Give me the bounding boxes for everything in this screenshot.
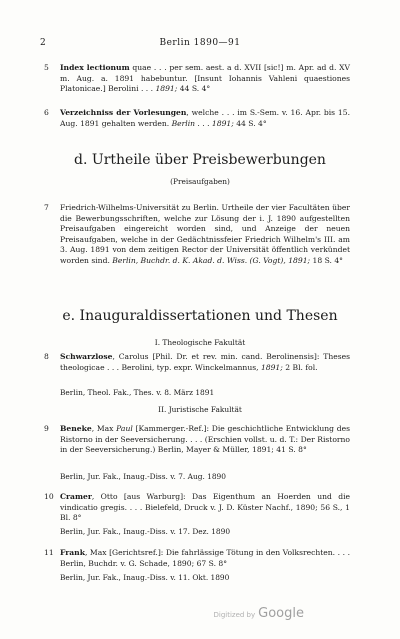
entry-7 [44, 203, 350, 266]
entry-text: Friedrich-Wilhelms-Universität zu Berlin. Urtheile der vier Facultäten über die Bewerbungsschriften, welche zur Lösung der i. J. 1890 aufgestellten Preisaufgaben eingereicht worden sind, und Anzeige der neuen Preisaufgaben, welche in der Gedächtnissfeier Friedrich Wilhelm's III. am 3. Aug. 1891 von dem zeitigen Rector der Universität öffentlich verkündet worden sind. Berlin, Buchdr. d. K. Akad. d. Wiss. (G. Vogt), 1891; 18 S. 4° [60, 203, 350, 265]
running-title: Berlin 1890—91 [159, 38, 241, 48]
google-logo: Google [258, 606, 304, 621]
running-header [40, 38, 360, 50]
entry-text: Frank, Max [Gerichtsref.]: Die fahrlässige Tötung in den Volksrechten. . . . Berlin, Buchdr. v. G. Schade, 1890; 67 S. 8° [60, 548, 350, 568]
entry-10-source: Berlin, Jur. Fak., Inaug.-Diss. v. 17. Dez. 1890 [60, 527, 231, 536]
entry-text: Index lectionum quae . . . per sem. aest. a d. XVII [sic!] m. Apr. ad d. XV m. Aug. a. 1891 habebuntur. [Insunt Iohannis Vahleni quaestiones Platonicae.] Berolini . . . 1891; 44 S. 4° [60, 63, 350, 93]
entry-10 [44, 492, 350, 524]
page-number: 2 [40, 38, 46, 48]
section-e-title: e. Inauguraldissertationen und Thesen [62, 308, 338, 324]
entry-8-source: Berlin, Theol. Fak., Thes. v. 8. März 1891 [60, 388, 215, 397]
section-d-subtitle: (Preisaufgaben) [170, 177, 230, 186]
section-d-title: d. Urtheile über Preisbewerbungen [74, 152, 326, 168]
faculty-heading-theology: I. Theologische Fakultät [154, 338, 246, 347]
entry-11-source: Berlin, Jur. Fak., Inaug.-Diss. v. 11. Okt. 1890 [60, 573, 230, 582]
entry-number: 11 [44, 548, 54, 557]
entry-5 [44, 63, 350, 95]
google-watermark: Digitized by Google [213, 606, 304, 621]
entry-text: Verzeichniss der Vorlesungen, welche . . . im S.-Sem. v. 16. Apr. bis 15. Aug. 1891 gehalten werden. Berlin . . . 1891; 44 S. 4° [60, 108, 350, 128]
entry-number: 7 [44, 203, 49, 212]
entry-11 [44, 548, 350, 569]
entry-text: Beneke, Max Paul [Kammerger.-Ref.]: Die geschichtliche Entwicklung des Ristorno in der Seeversicherung. . . . (Erschien vollst. u. d. T.: Der Ristorno in der Seeversicherung.) Berlin, Mayer & Müller, 1891; 41 S. 8° [60, 424, 351, 454]
entry-number: 9 [44, 424, 49, 433]
entry-number: 10 [44, 492, 54, 501]
entry-number: 8 [44, 352, 49, 361]
faculty-heading-law: II. Juristische Fakultät [158, 405, 242, 414]
entry-text: Schwarzlose, Carolus [Phil. Dr. et rev. min. cand. Berolinensis]: Theses theologicae . . . Berolini, typ. expr. Winckelmannus, 1891; 2 Bl. fol. [60, 352, 350, 372]
entry-8 [44, 352, 350, 373]
entry-9-source: Berlin, Jur. Fak., Inaug.-Diss. v. 7. Aug. 1890 [60, 472, 226, 481]
entry-9 [44, 424, 351, 456]
entry-number: 6 [44, 108, 49, 117]
entry-number: 5 [44, 63, 49, 72]
entry-6 [44, 108, 350, 129]
entry-text: Cramer, Otto [aus Warburg]: Das Eigenthum an Hoerden und die vindicatio gregis. . . . Bielefeld, Druck v. J. D. Küster Nachf., 1890; 56 S., 1 Bl. 8° [60, 492, 350, 522]
